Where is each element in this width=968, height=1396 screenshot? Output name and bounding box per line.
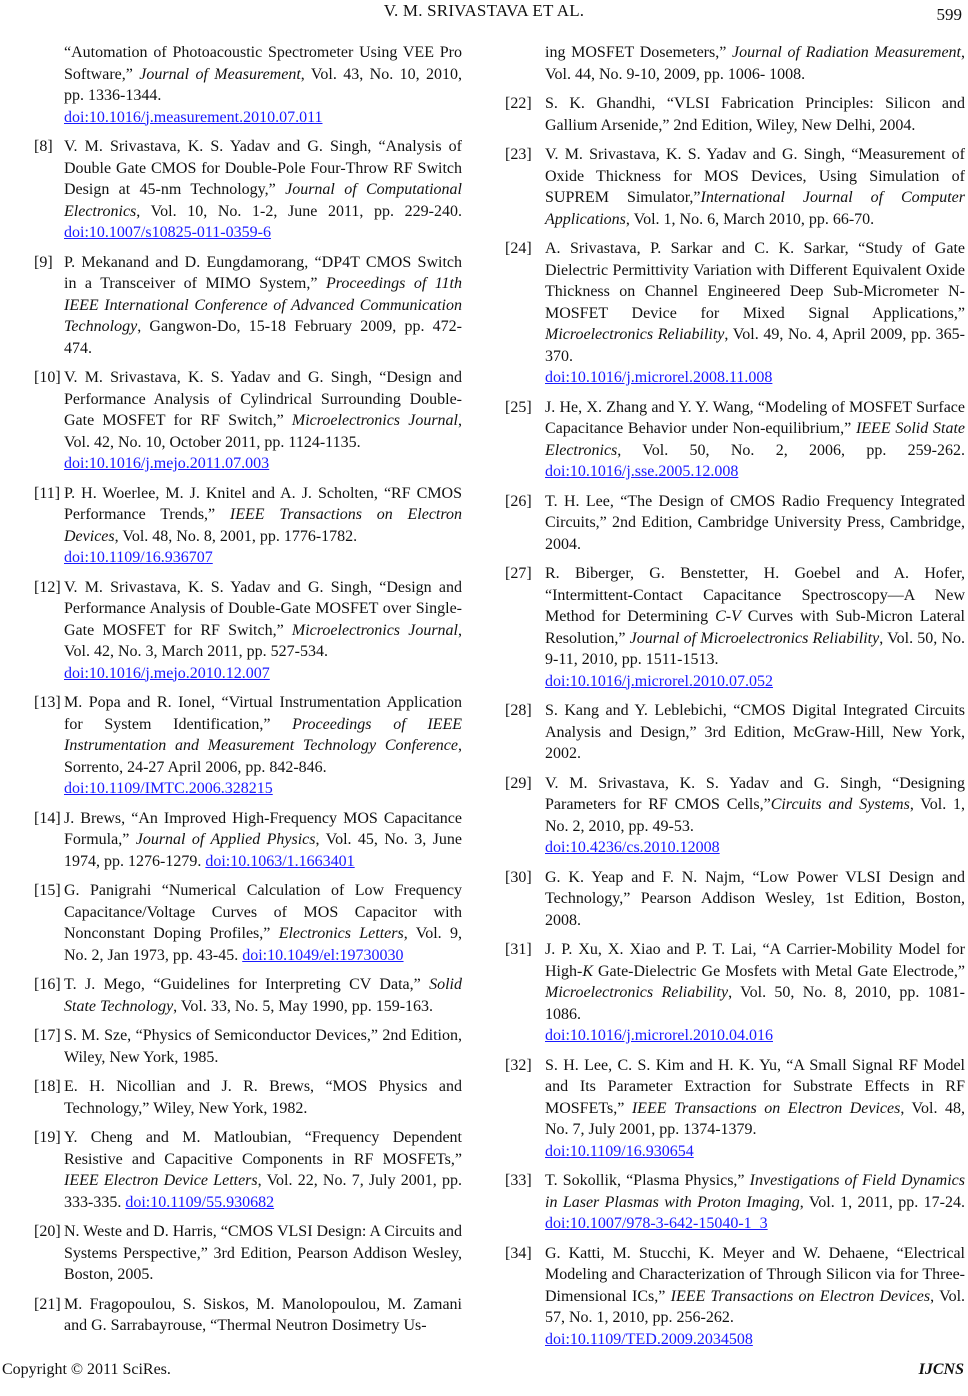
reference-text — [545, 773, 965, 859]
reference-text — [64, 880, 462, 966]
reference-number: [18] — [34, 1078, 61, 1095]
reference-source-italic: K — [582, 962, 593, 980]
reference-item — [34, 692, 462, 800]
doi-link[interactable]: doi:10.1063/1.1663401 — [205, 852, 355, 870]
reference-text-segment: , Vol. 1, No. 6, March 2010, pp. 66-70. — [625, 210, 875, 228]
reference-number: [10] — [34, 369, 61, 386]
reference-item — [34, 136, 462, 244]
reference-text-segment: , Vol. 48, No. 8, 2001, pp. 1776-1782. — [114, 527, 358, 545]
reference-source-italic: C-V — [715, 608, 741, 625]
reference-text-segment: P. H. Woerlee, M. J. Knitel and A. J. Scholten, “RF CMOS Performance Trends,” — [64, 484, 462, 523]
reference-text — [64, 577, 462, 685]
reference-text-segment: N. Weste and D. Harris, “CMOS VLSI Design: A Circuits and Systems Perspective,” 3rd Edition, Pearson Addison Wesley, Boston, 2005. — [64, 1223, 462, 1283]
reference-number: [20] — [34, 1223, 61, 1240]
reference-text-segment: , Vol. 57, No. 1, 2010, pp. 256-262. — [545, 1287, 966, 1326]
reference-text — [545, 563, 965, 692]
reference-source-italic: Microelectronics Journal — [291, 621, 459, 639]
reference-text-segment: , Vol. 50, No. 2, 2006, pp. 259-262. — [617, 441, 965, 459]
reference-text — [545, 238, 965, 389]
reference-text-segment: , Vol. 10, No. 1-2, June 2011, pp. 229-240. — [136, 202, 462, 220]
reference-text-segment: V. M. Srivastava, K. S. Yadav and G. Singh, “Analysis of Double Gate CMOS for Double-Pole Four-Throw RF Switch Design at 45-nm Technology,” — [64, 138, 462, 198]
doi-link[interactable]: doi:10.1016/j.microrel.2010.07.052 — [545, 672, 773, 690]
left-column — [34, 42, 463, 1345]
reference-text-segment: V. M. Srivastava, K. S. Yadav and G. Singh, “Measurement of Oxide Thickness for MOS Devices, Using Simulation of SUPREM Simulator,” — [545, 146, 965, 206]
reference-source-italic: Microelectronics Reliability — [545, 326, 725, 343]
reference-source-italic: IEEE Transactions on Electron Devices — [64, 506, 462, 545]
reference-text-segment: G. Katti, M. Stucchi, K. Meyer and W. Dehaene, “Electrical Modeling and Characterization of Through Silicon via for Three-Dimensional ICs,” — [545, 1244, 965, 1305]
reference-text — [545, 144, 965, 230]
reference-item — [505, 867, 965, 932]
page-number: 599 — [936, 5, 962, 24]
reference-number: [31] — [505, 941, 532, 958]
reference-number: [11] — [34, 484, 61, 502]
reference-text — [64, 367, 462, 475]
reference-list — [0, 42, 968, 1358]
reference-item — [505, 1055, 966, 1163]
doi-link[interactable]: doi:10.1007/978-3-642-15040-1_3 — [545, 1215, 768, 1232]
reference-text-segment: E. H. Nicollian and J. R. Brews, “MOS Physics and Technology,” Wiley, New York, 1982. — [64, 1078, 462, 1117]
reference-item — [505, 397, 966, 483]
reference-source-italic: Electronics Letters — [278, 925, 404, 942]
reference-number: [17] — [34, 1027, 61, 1044]
reference-number: [28] — [505, 702, 532, 719]
reference-source-italic: Microelectronics Journal — [291, 412, 459, 429]
reference-number: [9] — [34, 253, 53, 271]
reference-text — [545, 42, 965, 85]
reference-item — [505, 700, 965, 765]
reference-number: [22] — [505, 95, 532, 112]
doi-link[interactable]: doi:10.4236/cs.2010.12008 — [545, 839, 720, 856]
reference-item — [34, 367, 463, 475]
reference-number: [8] — [34, 138, 53, 155]
reference-text — [64, 483, 462, 569]
doi-link[interactable]: doi:10.1016/j.microrel.2010.04.016 — [545, 1027, 773, 1044]
reference-item — [505, 1243, 966, 1351]
doi-link[interactable]: doi:10.1109/TED.2009.2034508 — [545, 1330, 753, 1348]
reference-source-italic: Circuits and Systems — [770, 796, 910, 813]
reference-number: [34] — [505, 1244, 532, 1262]
reference-text-segment: V. M. Srivastava, K. S. Yadav and G. Singh, “Designing Parameters for RF CMOS Cells,” — [545, 774, 965, 813]
reference-item — [505, 144, 965, 230]
reference-number: [14] — [34, 809, 61, 827]
reference-text — [545, 93, 965, 136]
reference-number: [29] — [505, 774, 532, 792]
reference-number: [13] — [34, 694, 61, 711]
reference-number: [23] — [505, 146, 532, 163]
journal-abbrev: IJCNS — [918, 1361, 964, 1378]
reference-source-italic: International Journal of Computer Applications — [545, 189, 965, 228]
reference-text-segment: M. Fragopoulou, S. Siskos, M. Manolopoulou, M. Zamani and G. Sarrabayrouse, “Thermal Neutron Dosimetry Us- — [64, 1295, 462, 1334]
reference-text-segment: ing MOSFET Dosemeters,” — [545, 44, 733, 61]
reference-item — [505, 93, 965, 136]
reference-text — [545, 939, 965, 1047]
reference-text-segment: G. Panigrahi “Numerical Calculation of Low Frequency Capacitance/Voltage Curves of MOS Capacitor with Nonconstant Doping Profiles,” — [64, 882, 462, 942]
reference-text — [64, 1294, 462, 1337]
reference-number: [25] — [505, 398, 532, 416]
reference-text-segment: , Vol. 49, No. 4, April 2009, pp. 365-370. — [545, 326, 965, 365]
reference-text-segment: , Vol. 45, No. 3, June 1974, pp. 1276-1279. — [64, 831, 462, 870]
reference-text — [64, 808, 462, 873]
reference-text — [64, 136, 462, 244]
reference-text-segment: S. K. Ghandhi, “VLSI Fabrication Principles: Silicon and Gallium Arsenide,” 2nd Edition, Wiley, New Delhi, 2004. — [545, 95, 965, 134]
reference-text-segment: R. Biberger, G. Benstetter, H. Goebel and A. Hofer, “Intermittent-Contact Capacitance Spectroscopy—A New Method for Determining — [545, 565, 965, 625]
reference-source-italic: Journal of Radiation Measurement — [732, 44, 961, 61]
doi-link[interactable]: doi:10.1109/IMTC.2006.328215 — [64, 780, 273, 797]
reference-text-segment: V. M. Srivastava, K. S. Yadav and G. Singh, “Design and Performance Analysis of Double-Gate MOSFET over Single-Gate MOSFET for RF Switch,” — [64, 578, 462, 639]
reference-source-italic: IEEE Transactions on Electron Devices — [631, 1099, 901, 1117]
reference-item — [34, 1076, 462, 1119]
page-footer — [0, 1358, 968, 1396]
reference-number: [15] — [34, 882, 61, 899]
reference-source-italic: IEEE Transactions on Electron Devices — [670, 1287, 931, 1305]
reference-text-segment: , Vol. 50, No. 9-11, 2010, pp. 1511-1513. — [545, 629, 966, 668]
reference-text — [545, 700, 965, 765]
reference-text-segment: J. He, X. Zhang and Y. Y. Wang, “Modeling of MOSFET Surface Capacitance Behavior under Non-equilibrium,” — [545, 398, 965, 437]
doi-link[interactable]: doi:10.1049/el:19730030 — [242, 946, 404, 964]
reference-text — [64, 1025, 462, 1068]
reference-number: [19] — [34, 1129, 61, 1146]
page-header — [0, 0, 968, 42]
reference-source-italic: Journal of Applied Physics — [135, 831, 316, 848]
right-column — [505, 42, 966, 1358]
reference-text-segment: “Automation of Photoacoustic Spectrometer Using VEE Pro Software,” — [64, 44, 462, 83]
reference-item — [34, 974, 462, 1017]
reference-text-segment: J. P. Xu, X. Xiao and P. T. Lai, “A Carrier-Mobility Model for High- — [545, 941, 965, 980]
reference-text-segment: , Vol. 44, No. 9-10, 2009, pp. 1006- 1008. — [545, 44, 965, 83]
reference-source-italic: IEEE Electron Device Letters — [64, 1172, 258, 1189]
reference-text-segment: T. J. Mego, “Guidelines for Interpreting CV Data,” — [64, 976, 430, 993]
reference-text-segment: P. Mekanand and D. Eungdamorang, “DP4T CMOS Switch in a Transceiver of MIMO System,” — [64, 253, 462, 292]
reference-text — [64, 252, 462, 360]
reference-text-segment: , Sorrento, 24-27 April 2006, pp. 842-846. — [64, 737, 462, 776]
reference-item — [34, 577, 463, 685]
reference-text-segment: T. H. Lee, “The Design of CMOS Radio Frequency Integrated Circuits,” 2nd Edition, Cambridge University Press, Cambridge, 2004. — [545, 492, 965, 553]
doi-link[interactable]: doi:10.1016/j.mejo.2011.07.003 — [64, 455, 270, 472]
reference-number: [12] — [34, 578, 61, 596]
reference-item — [505, 939, 966, 1047]
reference-source-italic: Journal of Microelectronics Reliability — [629, 629, 880, 647]
reference-text-segment: M. Popa and R. Ionel, “Virtual Instrumentation Application for System Identification,” — [64, 694, 462, 733]
reference-item — [34, 808, 462, 873]
reference-text-segment: , Vol. 42, No. 3, March 2011, pp. 527-534. — [64, 621, 463, 660]
reference-text — [545, 491, 965, 556]
reference-number: [32] — [505, 1056, 532, 1074]
reference-source-italic: Journal of Measurement — [139, 65, 301, 83]
reference-text-segment: Curves with Sub-Micron Lateral Resolution,” — [545, 608, 965, 647]
reference-text-segment: S. H. Lee, C. S. Kim and H. K. Yu, “A Small Signal RF Model and Its Parameter Extraction for Substrate Effects in RF MOSFETs,” — [545, 1056, 965, 1117]
reference-source-italic: Proceedings of 11th IEEE International Conference of Advanced Communication Technology — [64, 275, 462, 335]
reference-source-italic: Solid State Technology — [64, 976, 462, 1015]
reference-text — [64, 692, 462, 800]
reference-source-italic: Microelectronics Reliability — [545, 984, 729, 1001]
copyright-notice: Copyright © 2011 SciRes. — [2, 1361, 171, 1378]
reference-text-segment: , Vol. 9, No. 2, Jan 1973, pp. 43-45. — [64, 925, 462, 964]
reference-text-segment: , Vol. 33, No. 5, May 1990, pp. 159-163. — [173, 997, 434, 1015]
reference-item — [34, 483, 462, 569]
reference-text-segment: A. Srivastava, P. Sarkar and C. K. Sarkar, “Study of Gate Dielectric Permittivity Variation with Different Equivalent Oxide Thickness on Channel Engineered Deep Sub-Micrometer N-MOSFET Device for Mixed Signal Applications,” — [545, 240, 965, 322]
reference-source-italic: Journal of Computational Electronics — [64, 181, 462, 220]
reference-number: [33] — [505, 1172, 532, 1189]
doi-link[interactable]: doi:10.1109/16.936707 — [64, 549, 213, 566]
reference-text — [64, 1076, 462, 1119]
doi-link[interactable]: doi:10.1016/j.measurement.2010.07.011 — [64, 108, 323, 126]
reference-text-segment: , Vol. 1, 2011, pp. 17-24. — [799, 1193, 965, 1211]
reference-text — [545, 1170, 965, 1235]
reference-text-segment: Gate-Dielectric Ge Mosfets with Metal Gate Electrode,” — [593, 962, 965, 980]
doi-link[interactable]: doi:10.1016/j.microrel.2008.11.008 — [545, 369, 773, 386]
reference-text-segment: T. Sokollik, “Plasma Physics,” — [545, 1172, 750, 1189]
reference-continuation — [64, 42, 462, 128]
reference-number: [21] — [34, 1295, 61, 1313]
reference-text — [64, 42, 462, 128]
reference-number: [26] — [505, 492, 532, 510]
reference-text-segment: S. Kang and Y. Leblebichi, “CMOS Digital Integrated Circuits Analysis and Design,” 3rd Edition, McGraw-Hill, New York, 2002. — [545, 702, 965, 762]
reference-item — [34, 252, 462, 360]
reference-source-italic: Proceedings of IEEE Instrumentation and Measurement Technology Conference — [64, 715, 462, 754]
reference-number: [27] — [505, 565, 532, 582]
doi-link[interactable]: doi:10.1016/j.sse.2005.12.008 — [545, 463, 739, 480]
reference-text-segment: V. M. Srivastava, K. S. Yadav and G. Singh, “Design and Performance Analysis of Cylindrical Surrounding Double-Gate MOSFET for RF Switch,” — [64, 369, 462, 429]
reference-text — [545, 397, 965, 483]
reference-text — [545, 867, 965, 932]
reference-text — [64, 974, 462, 1017]
reference-text-segment: , Vol. 22, No. 7, July 2001, pp. 333-335. — [64, 1172, 463, 1211]
reference-text-segment: , Vol. 50, No. 8, 2010, pp. 1081-1086. — [545, 984, 966, 1023]
reference-text — [545, 1055, 965, 1163]
reference-item — [505, 491, 965, 556]
reference-item — [34, 1025, 462, 1068]
reference-text — [64, 1127, 462, 1213]
reference-text-segment: , Vol. 1, No. 2, 2010, pp. 49-53. — [545, 796, 965, 835]
reference-text-segment: , Vol. 42, No. 10, October 2011, pp. 1124-1135. — [64, 412, 463, 451]
reference-number: [16] — [34, 976, 61, 993]
reference-text — [545, 1243, 965, 1351]
reference-text-segment: , Vol. 43, No. 10, 2010, pp. 1336-1344. — [64, 65, 462, 104]
doi-link[interactable]: doi:10.1109/16.930654 — [545, 1142, 694, 1160]
reference-text-segment: J. Brews, “An Improved High-Frequency MOS Capacitance Formula,” — [64, 809, 462, 848]
reference-item — [34, 880, 462, 966]
doi-link[interactable]: doi:10.1007/s10825-011-0359-6 — [64, 224, 271, 241]
reference-text-segment: , Vol. 48, No. 7, July 2001, pp. 1374-1379. — [545, 1099, 966, 1138]
reference-item — [34, 1127, 463, 1213]
reference-source-italic: Investigations of Field Dynamics in Laser Plasmas with Proton Imaging — [545, 1172, 965, 1211]
reference-text-segment: G. K. Yeap and F. N. Najm, “Low Power VLSI Design and Technology,” Pearson Addison Wesley, 1st Edition, Boston, 2008. — [545, 868, 965, 929]
reference-text-segment: S. M. Sze, “Physics of Semiconductor Devices,” 2nd Edition, Wiley, New York, 1985. — [64, 1027, 462, 1066]
running-head: V. M. SRIVASTAVA ET AL. — [383, 1, 585, 20]
reference-text-segment: , Gangwon-Do, 15-18 February 2009, pp. 472-474. — [64, 318, 462, 357]
reference-text — [64, 1221, 462, 1286]
reference-number: [24] — [505, 240, 532, 257]
reference-number: [30] — [505, 868, 532, 886]
doi-link[interactable]: doi:10.1109/55.930682 — [125, 1193, 275, 1211]
reference-item — [34, 1294, 462, 1337]
reference-source-italic: IEEE Solid State Electronics — [545, 420, 966, 459]
reference-item — [505, 238, 965, 389]
reference-item — [505, 1170, 965, 1235]
reference-item — [505, 773, 965, 859]
reference-continuation — [545, 42, 965, 85]
reference-text-segment: Y. Cheng and M. Matloubian, “Frequency Dependent Resistive and Capacitive Components in RF MOSFETs,” — [64, 1129, 462, 1168]
doi-link[interactable]: doi:10.1016/j.mejo.2010.12.007 — [64, 664, 270, 682]
reference-item — [34, 1221, 462, 1286]
reference-item — [505, 563, 966, 692]
